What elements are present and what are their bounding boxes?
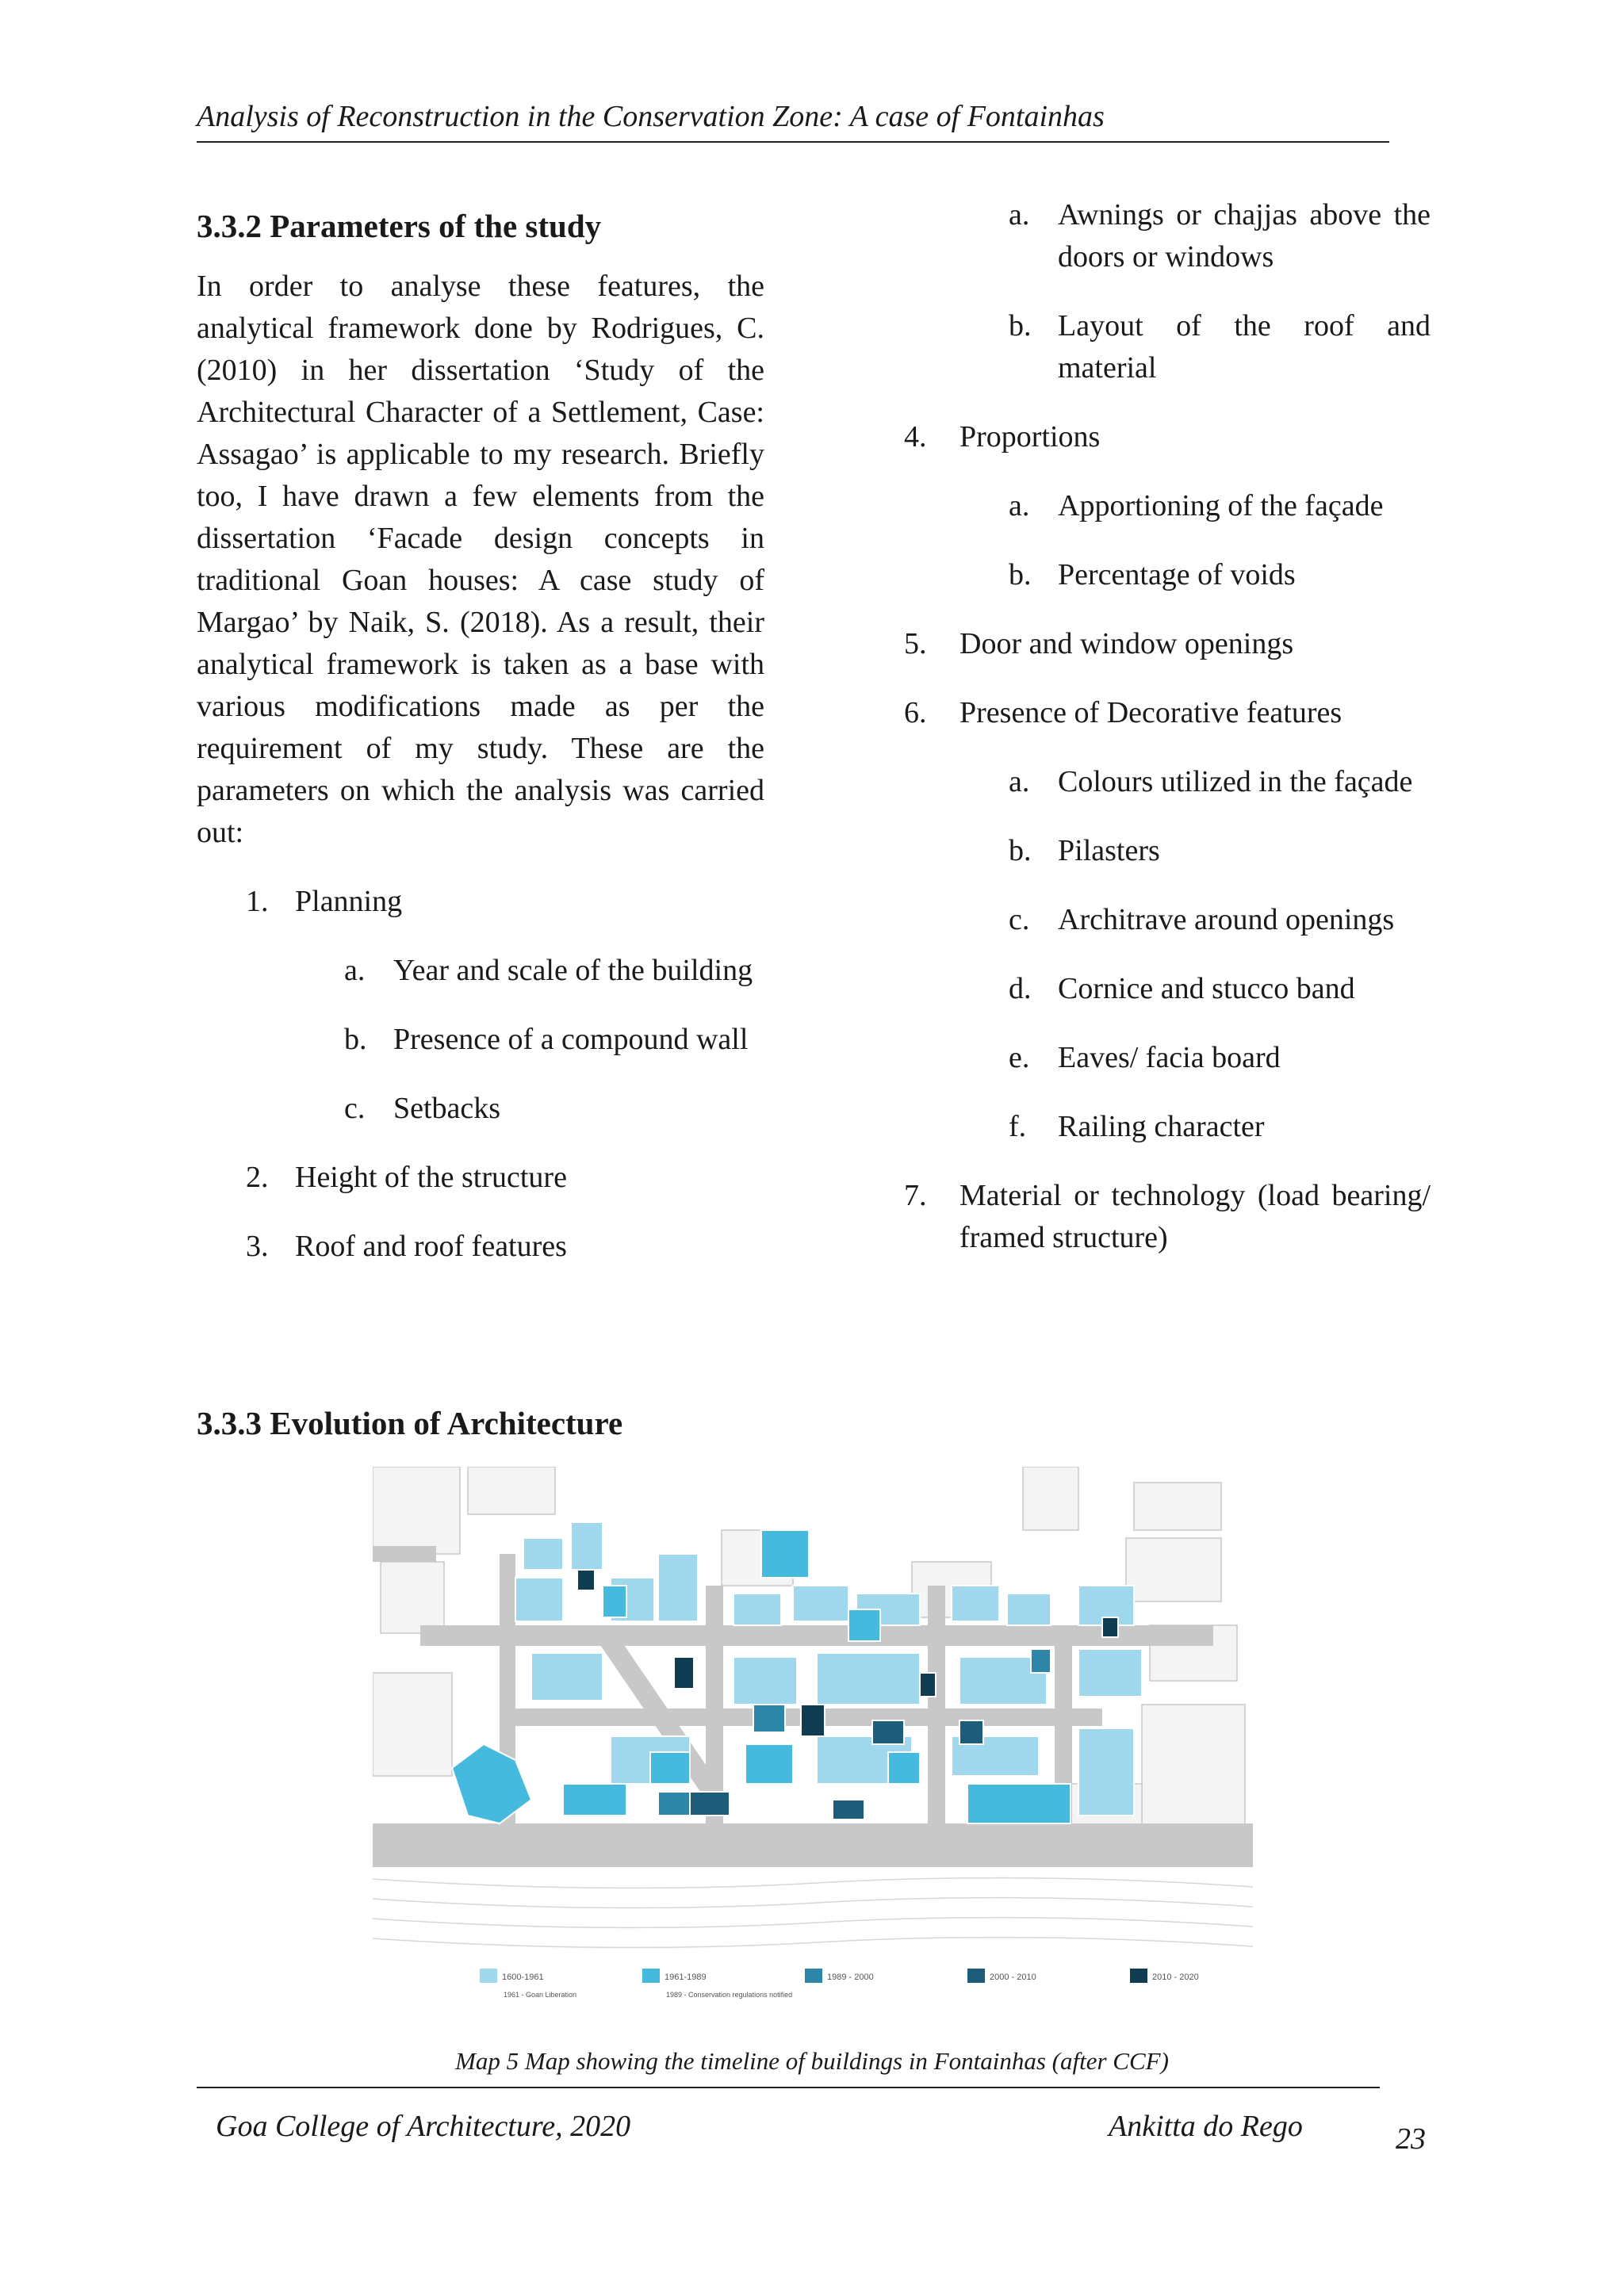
- list-text: Material or technology (load bearing/ framed structure): [959, 1179, 1431, 1254]
- list-item: [904, 899, 1431, 941]
- footer-rule: [197, 2087, 1380, 2088]
- page-number: 23: [1396, 2122, 1426, 2156]
- list-text: Percentage of voids: [1058, 558, 1296, 591]
- legend-note: 1989 - Conservation regulations notified: [666, 1991, 793, 1999]
- list-marker: a.: [1009, 765, 1030, 798]
- list-item: [197, 950, 764, 992]
- list-marker: c.: [1009, 903, 1030, 936]
- list-marker: b.: [1009, 309, 1032, 342]
- list-item: [197, 881, 764, 923]
- list-item: [904, 830, 1431, 872]
- footer-institution: Goa College of Architecture, 2020: [216, 2110, 631, 2143]
- list-item: [904, 416, 1431, 458]
- list-text: Height of the structure: [295, 1161, 567, 1194]
- list-marker: b.: [344, 1023, 367, 1056]
- list-item: [904, 194, 1431, 278]
- list-marker: e.: [1009, 1041, 1030, 1074]
- list-item: [904, 305, 1431, 389]
- left-column: [197, 202, 764, 1268]
- list-marker: f.: [1009, 1110, 1027, 1143]
- list-marker: b.: [1009, 558, 1032, 591]
- fontainhas-timeline-map: [373, 1467, 1253, 2014]
- list-marker: a.: [1009, 489, 1030, 522]
- figure-caption: Map 5 Map showing the timeline of buildings in Fontainhas (after CCF): [455, 2047, 1169, 2075]
- list-item: [197, 1088, 764, 1130]
- list-marker: a.: [344, 954, 366, 987]
- list-item: [197, 1157, 764, 1199]
- list-text: Apportioning of the façade: [1058, 489, 1384, 522]
- list-item: [904, 1175, 1431, 1259]
- legend-label: 1961-1989: [665, 1973, 707, 1982]
- evolution-section: [197, 1399, 622, 1463]
- legend-note: 1961 - Goan Liberation: [504, 1991, 577, 1999]
- list-text: Layout of the roof and material: [1058, 309, 1431, 385]
- list-text: Awnings or chajjas above the doors or windows: [1058, 198, 1431, 274]
- list-marker: b.: [1009, 834, 1032, 867]
- list-marker: 2.: [246, 1161, 269, 1194]
- section-heading-parameters: 3.3.2 Parameters of the study: [197, 208, 602, 244]
- parameters-paragraph: In order to analyse these features, the analytical framework done by Rodrigues, C. (2010) in her dissertation ‘Study of the Architectural Character of a Settlement, Case: Assagao’ is applicable to my research. Briefly too, I have drawn a few elements from the dissertation ‘Facade design concepts in traditional Goan houses: A case study of Margao’ by Naik, S. (2018). As a result, their analytical framework is taken as a base with various modifications made as per the requirement of my study. These are the parameters on which the analysis was carried out:: [197, 270, 764, 849]
- legend-swatch: [805, 1969, 822, 1983]
- list-text: Presence of Decorative features: [959, 696, 1342, 729]
- legend-label: 2010 - 2020: [1152, 1973, 1199, 1982]
- parameters-list-right: [904, 194, 1431, 1259]
- legend-swatch: [967, 1969, 985, 1983]
- list-text: Roof and roof features: [295, 1230, 567, 1263]
- list-text: Presence of a compound wall: [393, 1023, 749, 1056]
- list-text: Planning: [295, 885, 403, 918]
- list-marker: d.: [1009, 972, 1032, 1005]
- list-marker: 4.: [904, 420, 927, 453]
- list-marker: 1.: [246, 885, 269, 918]
- legend-label: 1989 - 2000: [827, 1973, 874, 1982]
- running-header: Analysis of Reconstruction in the Conservation Zone: A case of Fontainhas: [197, 95, 1389, 143]
- legend-swatch: [480, 1969, 497, 1983]
- list-text: Eaves/ facia board: [1058, 1041, 1281, 1074]
- list-text: Architrave around openings: [1058, 903, 1395, 936]
- list-text: Pilasters: [1058, 834, 1160, 867]
- section-heading-evolution: 3.3.3 Evolution of Architecture: [197, 1405, 623, 1441]
- list-marker: c.: [344, 1092, 366, 1125]
- footer-author: Ankitta do Rego: [1109, 2110, 1303, 2143]
- list-text: Year and scale of the building: [393, 954, 753, 987]
- list-text: Railing character: [1058, 1110, 1265, 1143]
- list-marker: 7.: [904, 1179, 927, 1212]
- list-text: Door and window openings: [959, 627, 1294, 660]
- list-marker: 3.: [246, 1230, 269, 1263]
- list-text: Setbacks: [393, 1092, 501, 1125]
- right-column: [904, 194, 1431, 1259]
- list-item: [904, 1037, 1431, 1079]
- list-item: [904, 1106, 1431, 1148]
- list-item: [197, 1226, 764, 1268]
- legend-label: 1600-1961: [502, 1973, 544, 1982]
- list-item: [904, 761, 1431, 803]
- list-marker: a.: [1009, 198, 1030, 232]
- list-item: [904, 968, 1431, 1010]
- list-item: [904, 692, 1431, 734]
- list-text: Cornice and stucco band: [1058, 972, 1355, 1005]
- list-marker: 5.: [904, 627, 927, 660]
- list-text: Proportions: [959, 420, 1101, 453]
- legend-swatch: [642, 1969, 660, 1983]
- legend-label: 2000 - 2010: [990, 1973, 1036, 1982]
- list-text: Colours utilized in the façade: [1058, 765, 1413, 798]
- list-item: [904, 623, 1431, 665]
- list-marker: 6.: [904, 696, 927, 729]
- list-item: [904, 554, 1431, 596]
- list-item: [904, 485, 1431, 527]
- list-item: [197, 1019, 764, 1061]
- legend-swatch: [1130, 1969, 1147, 1983]
- parameters-list-left: [197, 881, 764, 1268]
